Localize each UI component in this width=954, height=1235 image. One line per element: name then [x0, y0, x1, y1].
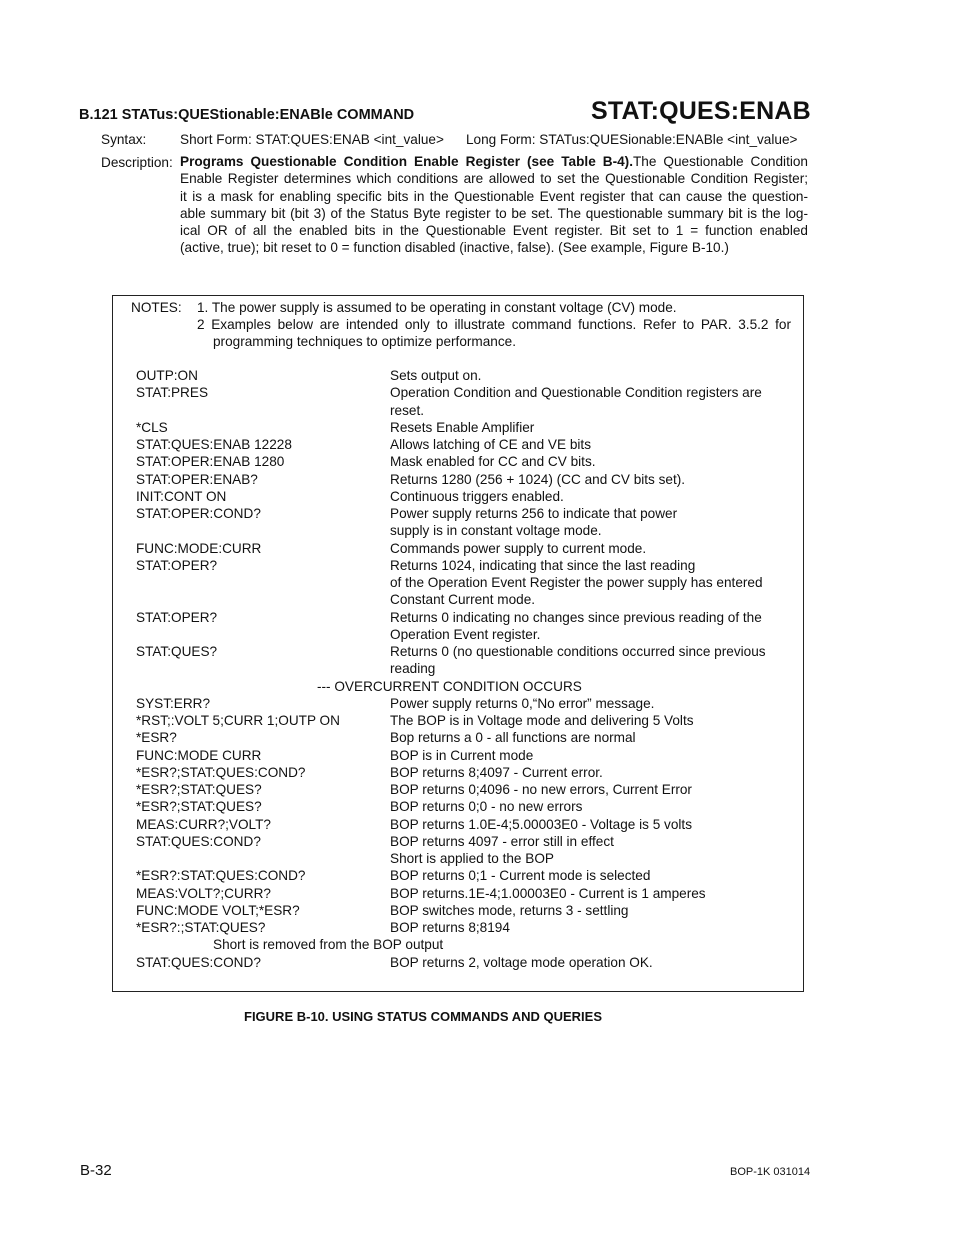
section-heading: B.121 STATus:QUEStionable:ENABle COMMAND — [79, 107, 415, 123]
command-text: STAT:OPER:ENAB? — [136, 471, 258, 487]
response-text: BOP returns 0;0 - no new errors — [390, 799, 583, 815]
command-text: *ESR? — [136, 730, 177, 746]
listing-note: Short is removed from the BOP output — [213, 937, 444, 953]
syntax-long-form: Long Form: STATus:QUESionable:ENABle <int_value> — [466, 132, 798, 147]
document-id: BOP-1K 031014 — [730, 1166, 811, 1178]
command-text: *ESR?;STAT:QUES:COND? — [136, 764, 306, 780]
command-text: MEAS:VOLT?;CURR? — [136, 885, 271, 901]
description-label: Description: — [101, 155, 173, 170]
response-text: Bop returns a 0 - all functions are normal — [390, 730, 636, 746]
response-text: Returns 1024, indicating that since the last reading — [390, 557, 696, 573]
command-text: FUNC:MODE:CURR — [136, 540, 262, 556]
description-line: ical OR of all the enabled bits in the Questionable Event register. Bit set to 1 = function enabled — [180, 223, 808, 239]
figure-caption: FIGURE B-10. USING STATUS COMMANDS AND QUERIES — [244, 1009, 603, 1024]
response-text: BOP returns 4097 - error still in effect — [390, 833, 614, 849]
command-text: STAT:QUES:COND? — [136, 954, 261, 970]
response-text: BOP switches mode, returns 3 - settling — [390, 902, 629, 918]
response-text: supply is in constant voltage mode. — [390, 523, 602, 539]
command-text: *ESR?:;STAT:QUES? — [136, 920, 266, 935]
page-number: B-32 — [80, 1162, 112, 1179]
response-text: Mask enabled for CC and CV bits. — [390, 454, 596, 470]
response-text: BOP returns 0;4096 - no new errors, Current Error — [390, 782, 692, 797]
command-text: FUNC:MODE CURR — [136, 747, 262, 763]
command-text: *RST;:VOLT 5;CURR 1;OUTP ON — [136, 713, 340, 728]
command-title: STAT:QUES:ENAB — [591, 97, 811, 125]
command-text: STAT:QUES? — [136, 644, 218, 659]
response-text: Operation Event register. — [390, 626, 541, 642]
response-text: Returns 0 (no questionable conditions occurred since previous — [390, 644, 766, 659]
response-text: Power supply returns 256 to indicate that power — [390, 506, 678, 521]
response-text: Commands power supply to current mode. — [390, 540, 647, 556]
response-text: BOP returns.1E-4;1.00003E0 - Current is 1 amperes — [390, 885, 706, 901]
command-text: SYST:ERR? — [136, 695, 211, 711]
command-text: INIT:CONT ON — [136, 488, 227, 504]
response-text: BOP returns 0;1 - Current mode is selected — [390, 868, 651, 884]
command-text: STAT:OPER:ENAB 1280 — [136, 454, 285, 470]
command-text: STAT:QUES:COND? — [136, 833, 261, 849]
command-text: STAT:QUES:ENAB 12228 — [136, 437, 292, 452]
response-text: Continuous triggers enabled. — [390, 488, 564, 504]
response-text: BOP is in Current mode — [390, 747, 534, 763]
response-text: Allows latching of CE and VE bits — [390, 437, 591, 452]
response-text: BOP returns 2, voltage mode operation OK. — [390, 954, 653, 970]
response-text: Returns 1280 (256 + 1024) (CC and CV bits set). — [390, 471, 686, 487]
command-text: OUTP:ON — [136, 368, 198, 383]
description-bold-lead: Programs Questionable Condition Enable Register (see Table B-4). — [180, 154, 633, 169]
response-text: BOP returns 8;8194 — [390, 920, 510, 935]
command-text: *ESR?;STAT:QUES? — [136, 782, 262, 797]
syntax-label: Syntax: — [101, 132, 147, 147]
note-2: 2 Examples below are intended only to illustrate command functions. Refer to PAR. 3.5.2 for — [197, 317, 791, 332]
command-text: STAT:OPER? — [136, 557, 218, 573]
description-line: able summary bit (bit 3) of the Status Byte register to be set. The questionable summary bit is the log- — [180, 205, 808, 221]
response-text: reading — [390, 661, 436, 677]
notes-label: NOTES: — [131, 300, 182, 315]
response-text: Returns 0 indicating no changes since previous reading of the — [390, 609, 762, 625]
response-text: Power supply returns 0,“No error” message. — [390, 695, 655, 711]
syntax-short-form: Short Form: STAT:QUES:ENAB <int_value> — [180, 132, 444, 147]
response-text: Operation Condition and Questionable Condition registers are — [390, 385, 762, 401]
note-2-continued: programming techniques to optimize performance. — [213, 334, 516, 349]
response-text: BOP returns 1.0E-4;5.00003E0 - Voltage is 5 volts — [390, 816, 693, 832]
response-text: Short is applied to the BOP — [390, 851, 554, 866]
command-text: STAT:OPER:COND? — [136, 506, 261, 521]
description-line: Enable Register determines which conditions are allowed to set the Questionable Condition Register; — [180, 171, 808, 187]
response-text: BOP returns 8;4097 - Current error. — [390, 764, 603, 780]
condition-banner: --- OVERCURRENT CONDITION OCCURS — [317, 678, 582, 694]
response-text: of the Operation Event Register the power supply has entered — [390, 575, 763, 590]
command-text: FUNC:MODE VOLT;*ESR? — [136, 902, 300, 918]
response-text: The BOP is in Voltage mode and delivering 5 Volts — [390, 713, 694, 728]
response-text: Resets Enable Amplifier — [390, 419, 535, 435]
description-line: it is a mask for enabling specific bits in the Questionable Event register that can cause the question- — [180, 188, 808, 204]
command-text: STAT:OPER? — [136, 609, 218, 625]
description-body — [180, 153, 808, 257]
response-text: Constant Current mode. — [390, 592, 536, 608]
command-text: *ESR?;STAT:QUES? — [136, 799, 262, 815]
description-line: Programs Questionable Condition Enable Register (see Table B-4).The Questionable Condition — [180, 154, 808, 169]
command-text: *CLS — [136, 419, 168, 435]
description-line: (active, true); bit reset to 0 = function disabled (inactive, false). (See example, Figure B-10.) — [180, 240, 729, 256]
response-text: reset. — [390, 402, 424, 418]
command-text: STAT:PRES — [136, 385, 209, 401]
note-1: 1. The power supply is assumed to be operating in constant voltage (CV) mode. — [197, 300, 677, 315]
response-text: Sets output on. — [390, 368, 482, 383]
command-text: MEAS:CURR?;VOLT? — [136, 816, 271, 832]
command-text: *ESR?:STAT:QUES:COND? — [136, 868, 306, 884]
